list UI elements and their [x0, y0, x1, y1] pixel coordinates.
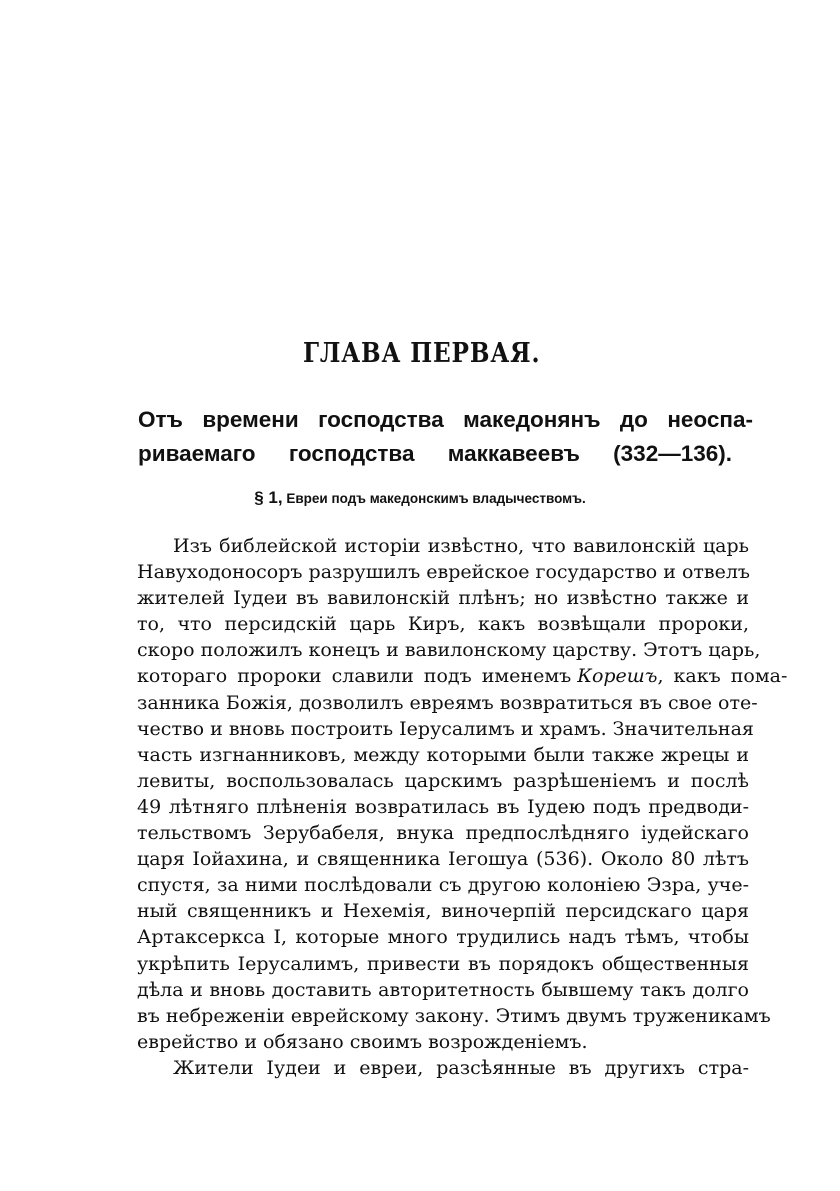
chapter-subtitle-line-1: Отъ времени господства македонянъ до неоспа- [138, 407, 753, 432]
section-heading [0, 488, 840, 508]
body-text [137, 533, 788, 1081]
text-line: Жители Іудеи и евреи, разсѣянные въ другихъ стра- [173, 1056, 749, 1079]
text-line: дѣла и вновь доставить авторитетность бывшему такъ долго [137, 978, 749, 1001]
chapter-subtitle [138, 403, 753, 471]
text-line: еврейство и обязано своимъ возрожденіемъ. [137, 1030, 588, 1053]
text-line: Артаксеркса I, которые много трудились надъ тѣмъ, чтобы [137, 926, 749, 949]
text-line: чество и вновь построить Іерусалимъ и храмъ. Значительная [137, 717, 754, 740]
text-line: занника Божія, дозволилъ евреямъ возвратиться въ свое оте- [137, 691, 758, 714]
text-line: скоро положилъ конецъ и вавилонскому царству. Этотъ царь, [137, 639, 761, 662]
text-line: Навуходоносоръ разрушилъ еврейское государство и отвелъ [137, 561, 750, 584]
text-line: царя Іойахина, и священника Іегошуа (536). Около 80 лѣтъ [137, 848, 749, 871]
text-line: жителей Іудеи въ вавилонскій плѣнъ; но извѣстно также и [137, 587, 749, 610]
text-line: часть изгнанниковъ, между которыми были также жрецы и [137, 743, 749, 766]
chapter-title: ГЛАВА ПЕРВАЯ. [302, 338, 541, 369]
section-title: Евреи подъ македонскимъ владычествомъ. [286, 491, 586, 506]
text-line: спустя, за ними послѣдовали съ другою колоніею Эзра, уче- [137, 874, 749, 897]
text-segment: , какъ пома- [657, 665, 788, 688]
text-line: 49 лѣтняго плѣненія возвратилась въ Іудею подъ предводи- [137, 795, 749, 818]
text-line: левиты, воспользовалась царскимъ разрѣшеніемъ и послѣ [137, 769, 749, 792]
italic-name-koresh: Корешъ [577, 665, 658, 688]
text-line: укрѣпить Іерусалимъ, привести въ порядокъ общественныя [137, 952, 749, 975]
text-line: ный священникъ и Нехемія, виночерпій персидскаго царя [137, 900, 749, 923]
text-line: тельствомъ Зерубабеля, внука предпослѣдняго іудейскаго [137, 822, 749, 845]
chapter-subtitle-line-2: риваемаго господства маккавеевъ (332—136). [138, 441, 732, 466]
section-number: § 1, [254, 488, 283, 507]
text-line: то, что персидскій царь Киръ, какъ возвѣщали пророки, [137, 613, 749, 636]
text-segment: котораго пророки славили подъ именемъ [137, 665, 572, 688]
text-line: въ небреженіи еврейскому закону. Этимъ двумъ труженикамъ [137, 1004, 771, 1027]
text-line: Изъ библейской исторіи извѣстно, что вавилонскій царь [173, 535, 749, 557]
text-line-mixed [137, 663, 788, 689]
